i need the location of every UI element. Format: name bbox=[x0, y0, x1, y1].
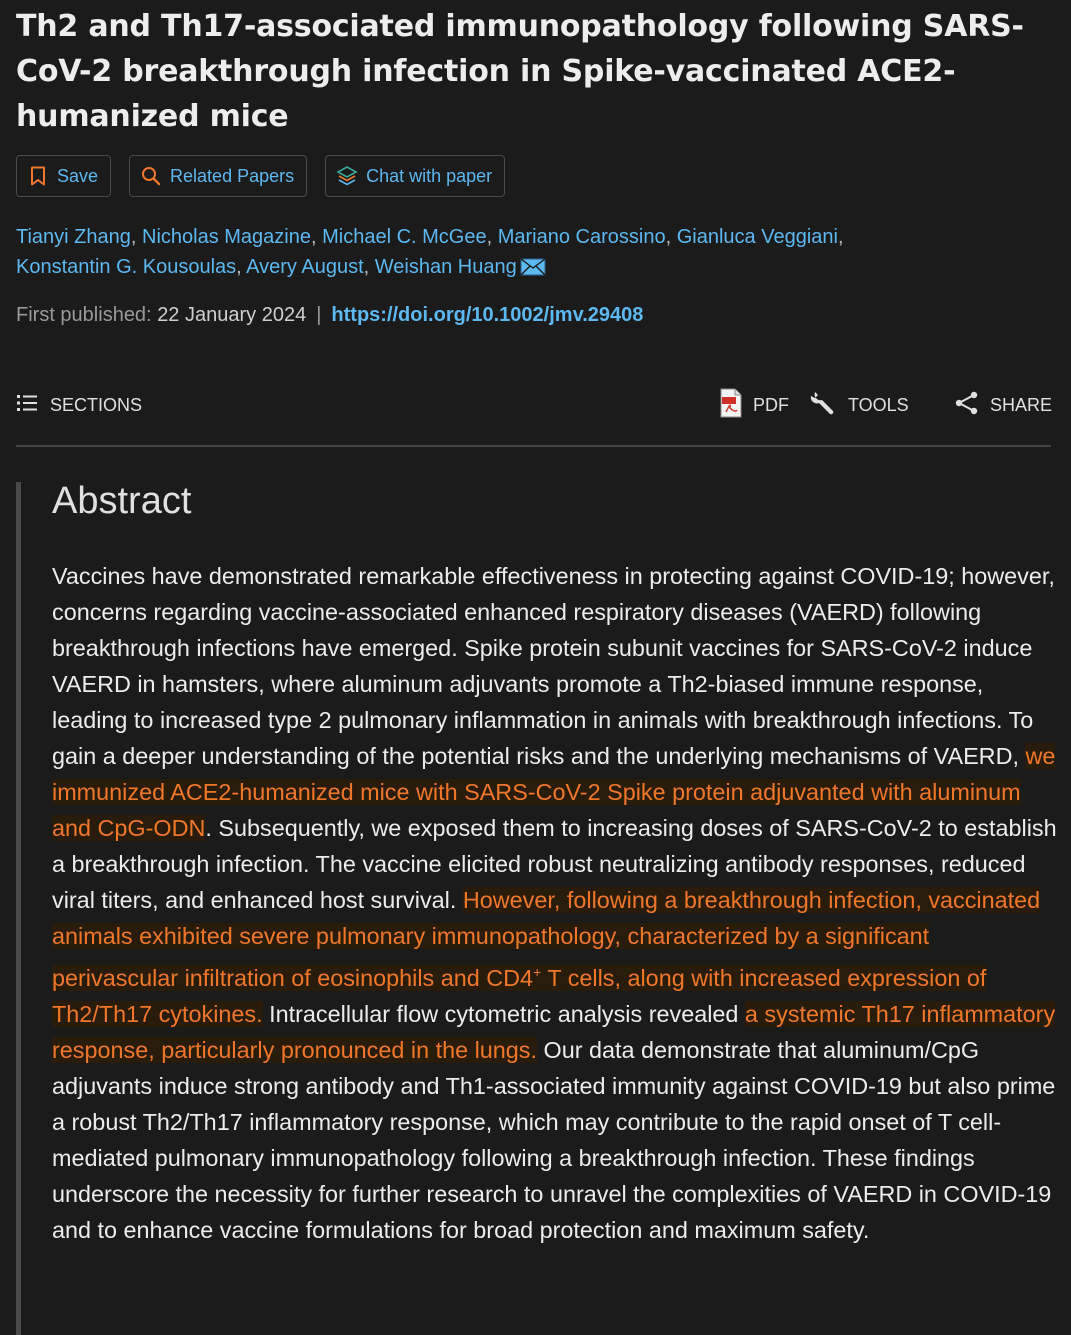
sections-button[interactable] bbox=[16, 388, 142, 422]
pdf-icon bbox=[719, 388, 743, 423]
related-papers-button[interactable] bbox=[129, 155, 307, 197]
highlight-part: However, following a breakthrough infection, vaccinated animals exhibited severe pulmonary immunopathology, characterized by a significant perivascular infiltration of eosinophils and CD4 bbox=[52, 887, 1041, 991]
layers-icon bbox=[336, 165, 358, 187]
author-link[interactable]: Tianyi Zhang bbox=[16, 226, 131, 248]
separator: | bbox=[316, 304, 322, 326]
author-link[interactable]: Avery August bbox=[246, 256, 364, 278]
author-link[interactable]: Mariano Carossino bbox=[497, 226, 666, 248]
abstract-text-part: Intracellular flow cytometric analysis revealed bbox=[262, 1000, 745, 1027]
divider bbox=[16, 445, 1051, 447]
pdf-label: PDF bbox=[753, 394, 789, 415]
pdf-button[interactable] bbox=[719, 388, 789, 422]
article-title: Th2 and Th17-associated immunopathology following SARS-CoV-2 breakthrough infection in Spike-vaccinated ACE2-humanized mice bbox=[16, 9, 1024, 134]
doi-link[interactable]: https://doi.org/10.1002/jmv.29408 bbox=[331, 304, 644, 326]
abstract-text-part: . Subsequently, we exposed them to increasing doses of SARS-CoV-2 to establish a breakthrough infection. The vaccine elicited robust neutralizing antibody responses, reduced viral titers, and enhanced host survival. bbox=[52, 815, 1057, 913]
wrench-icon bbox=[810, 389, 838, 422]
chat-label: Chat with paper bbox=[366, 165, 493, 186]
highlighted-text[interactable]: a systemic Th17 inflammatory response, particularly pronounced in the lungs. bbox=[52, 1000, 1056, 1063]
article-toolbar bbox=[16, 388, 1051, 422]
related-papers-label: Related Papers bbox=[170, 165, 295, 186]
published-label: First published: bbox=[16, 304, 152, 326]
highlight-part: T cells, along with increased expression of Th2/Th17 cytokines. bbox=[52, 964, 987, 1027]
chat-with-paper-button[interactable] bbox=[325, 155, 505, 197]
abstract-heading: Abstract bbox=[52, 480, 192, 522]
list-icon bbox=[16, 393, 40, 418]
share-label: SHARE bbox=[990, 394, 1053, 415]
author-link[interactable]: Nicholas Magazine bbox=[142, 226, 311, 248]
share-button[interactable] bbox=[954, 388, 1052, 422]
abstract-side-bar bbox=[16, 482, 21, 1335]
sections-label: SECTIONS bbox=[50, 394, 143, 415]
author-list: Tianyi Zhang, Nicholas Magazine, Michael C. McGee, Mariano Carossino, Gianluca Veggiani, Konstantin G. Kousoulas, Avery August, Weishan Huang bbox=[16, 222, 1016, 285]
abstract-text bbox=[52, 558, 1057, 1248]
author-link[interactable]: Gianluca Veggiani bbox=[676, 226, 838, 248]
search-icon bbox=[140, 165, 162, 187]
highlighted-text[interactable]: we immunized ACE2-humanized mice with SARS-CoV-2 Spike protein adjuvanted with aluminum and CpG-ODN bbox=[52, 743, 1056, 841]
abstract-text-part: Our data demonstrate that aluminum/CpG adjuvants induce strong antibody and Th1-associated immunity against COVID-19 but also prime a robust Th2/Th17 inflammatory response, which may contribute to the rapid onset of T cell-mediated pulmonary immunopathology following a breakthrough infection. These findings underscore the necessity for further research to unravel the complexities of VAERD in COVID-19 and to enhance vaccine formulations for broad protection and maximum safety. bbox=[52, 1036, 1056, 1243]
publication-info bbox=[16, 304, 643, 327]
published-date: 22 January 2024 bbox=[157, 304, 307, 326]
tools-button[interactable] bbox=[810, 388, 909, 422]
action-buttons bbox=[16, 155, 505, 197]
share-icon bbox=[954, 390, 980, 421]
envelope-icon[interactable] bbox=[520, 255, 546, 285]
bookmark-icon bbox=[27, 165, 49, 187]
abstract-text-part: Vaccines have demonstrated remarkable effectiveness in protecting against COVID-19; however, concerns regarding vaccine-associated enhanced respiratory diseases (VAERD) following breakthrough infections have emerged. Spike protein subunit vaccines for SARS-CoV-2 induce VAERD in hamsters, where aluminum adjuvants promote a Th2-biased immune response, leading to increased type 2 pulmonary inflammation in animals with breakthrough infections. To gain a deeper understanding of the potential risks and the underlying mechanisms of VAERD, bbox=[52, 563, 1055, 769]
tools-label: TOOLS bbox=[848, 394, 909, 415]
author-link[interactable]: Weishan Huang bbox=[374, 256, 517, 278]
superscript: + bbox=[533, 964, 542, 980]
save-label: Save bbox=[57, 165, 99, 186]
author-link[interactable]: Konstantin G. Kousoulas bbox=[16, 256, 237, 278]
save-button[interactable] bbox=[16, 155, 111, 197]
author-link[interactable]: Michael C. McGee bbox=[322, 226, 487, 248]
